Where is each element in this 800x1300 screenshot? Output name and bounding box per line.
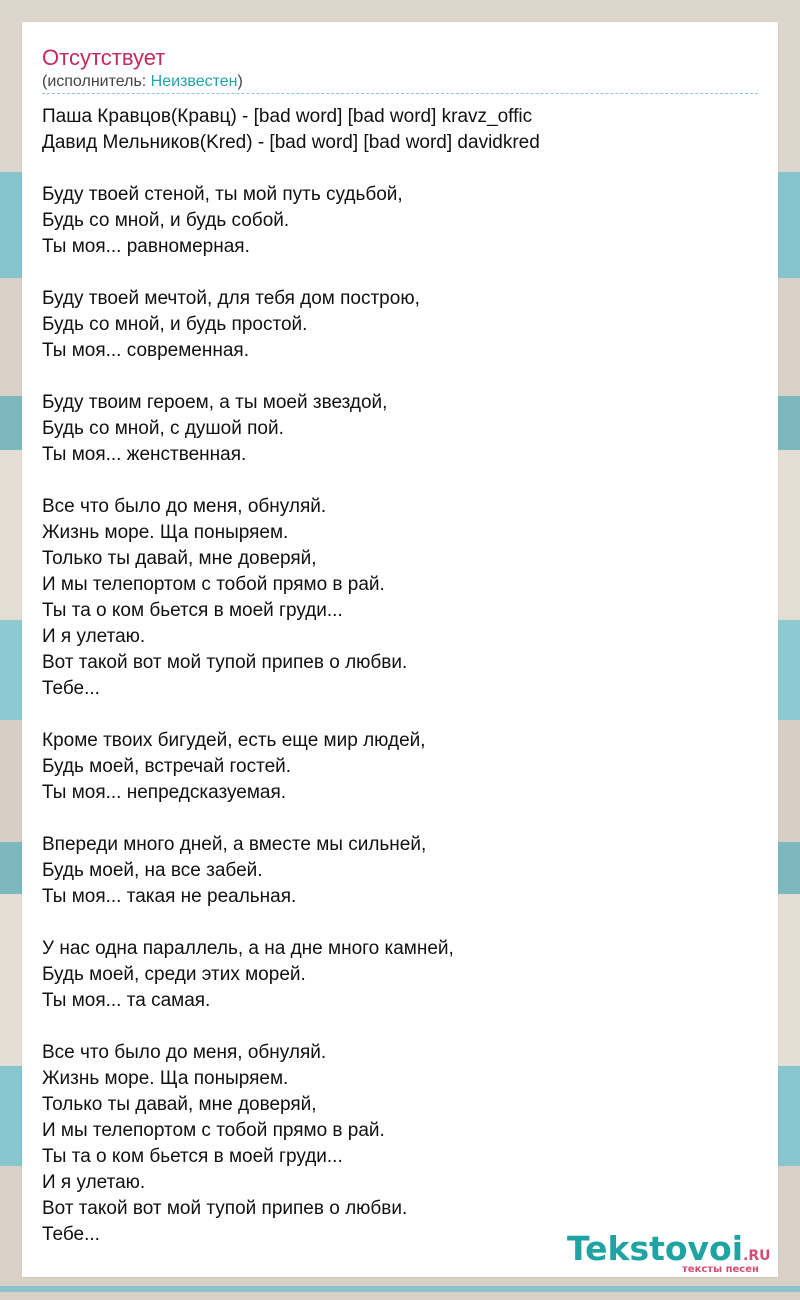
performer-suffix: )	[237, 73, 243, 90]
performer-line	[42, 72, 243, 92]
lyrics-text: Паша Кравцов(Кравц) - [bad word] [bad word] kravz_offic Давид Мельников(Kred) - [bad word] [bad word] davidkred Буду твоей стеной, ты мой путь судьбой, Будь со мной, и будь собой. Ты моя... равномерная. Буду твоей мечтой, для тебя дом построю, Будь со мной, и будь простой. Ты моя... современная. Буду твоим героем, а ты моей звездой, Будь со мной, с душой пой. Ты моя... женственная. Все что было до меня, обнуляй. Жизнь море. Ща поныряем. Только ты давай, мне доверяй, И мы телепортом с тобой прямо в рай. Ты та о ком бьется в моей груди... И я улетаю. Вот такой вот мой тупой припев о любви. Тебе... Кроме твоих бигудей, есть еще мир людей, Будь моей, встречай гостей. Ты моя... непредсказуемая. Впереди много дней, а вместе мы сильней, Будь моей, на все забей. Ты моя... такая не реальная. У нас одна параллель, а на дне много камней, Будь моей, среди этих морей. Ты моя... та самая. Все что было до меня, обнуляй. Жизнь море. Ща поныряем. Только ты давай, мне доверяй, И мы телепортом с тобой прямо в рай. Ты та о ком бьется в моей груди... И я улетаю. Вот такой вот мой тупой припев о любви. Тебе...	[42, 106, 540, 1245]
logo-domain: .RU	[743, 1248, 771, 1264]
performer-link[interactable]: Неизвестен	[150, 73, 238, 90]
performer-prefix: (исполнитель:	[42, 73, 151, 90]
bg-stripe	[0, 1286, 800, 1292]
lyrics-card	[22, 22, 778, 1277]
logo-wordmark: Tekstovoi	[567, 1229, 744, 1268]
site-logo[interactable]	[567, 1231, 777, 1281]
song-title: Отсутствует	[42, 45, 166, 70]
logo-tagline: тексты песен	[682, 1264, 759, 1275]
title-divider	[42, 93, 758, 94]
